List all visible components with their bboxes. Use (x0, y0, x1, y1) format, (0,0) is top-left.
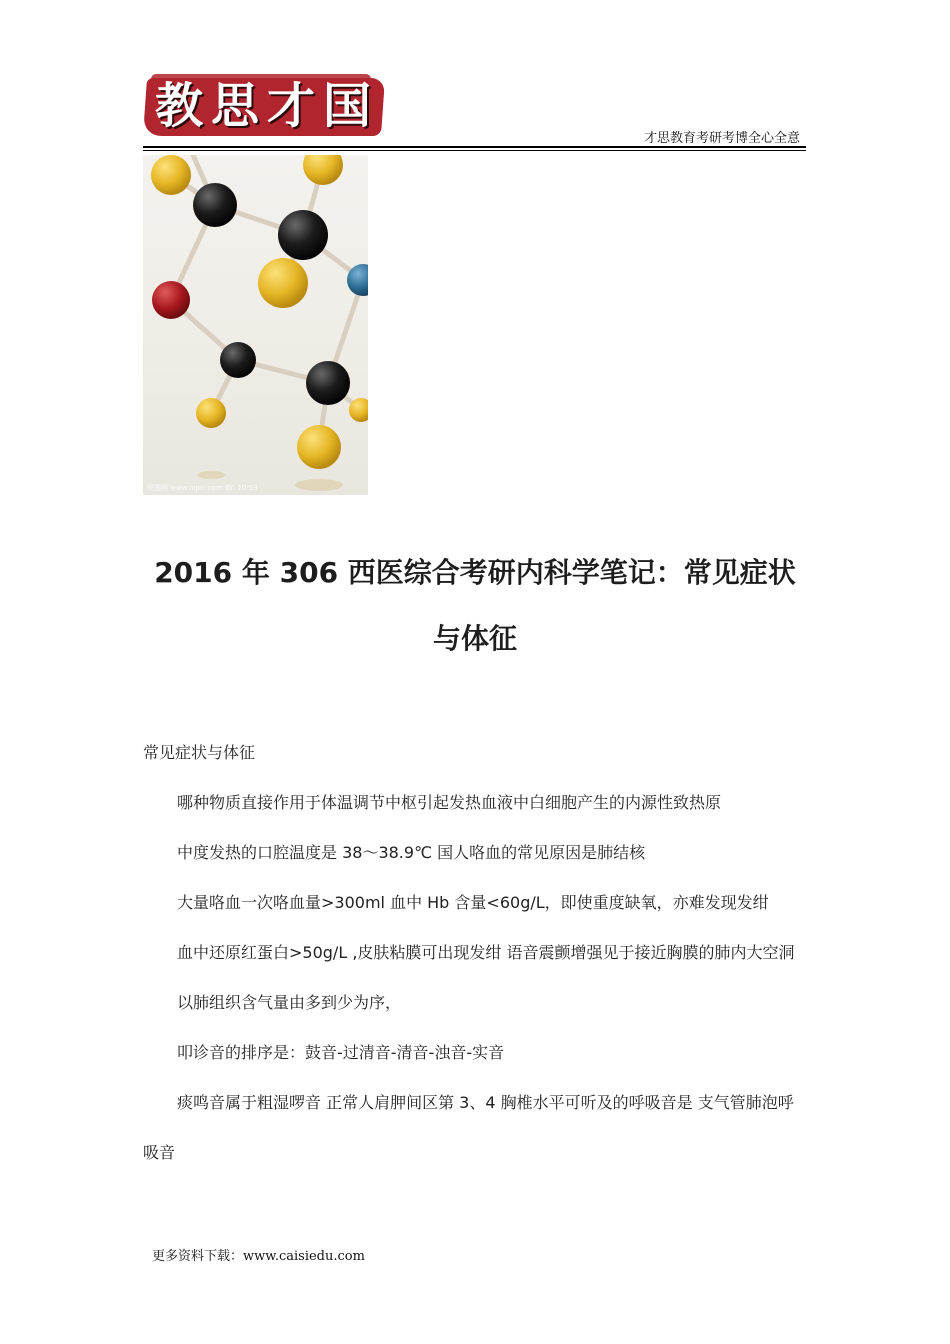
paragraph: 大量咯血一次咯血量>300ml 血中 Hb 含量<60g/L，即使重度缺氧，亦难发现发绀 (177, 893, 769, 912)
header-rule-thin (143, 150, 806, 151)
footer-download-link[interactable]: 更多资料下载：www.caisiedu.com (152, 1249, 365, 1264)
document-body (143, 728, 807, 1178)
logo-text: 教思才国 (155, 78, 380, 134)
paragraph: 血中还原红蛋白>50g/L ,皮肤粘膜可出现发绀 语音震颤增强见于接近胸膜的肺内大空洞 (177, 943, 795, 962)
molecule-illustration (143, 155, 368, 495)
paragraph: 以肺组织含气量由多到少为序， (177, 993, 402, 1012)
logo (145, 74, 383, 138)
photo-watermark: 昵图网 www.nipic.com BY: 10:53 (147, 484, 258, 492)
molecule-photo (143, 155, 368, 495)
header-rule-thick (143, 146, 806, 148)
molecule-atoms (151, 155, 368, 469)
document-title: 2016 年 306 西医综合考研内科学笔记：常见症状与体征 (154, 556, 796, 655)
header-slogan: 才思教育考研考博全心全意 (643, 131, 800, 146)
paragraph: 叩诊音的排序是：鼓音-过清音-清音-浊音-实音 (177, 1043, 505, 1062)
section-heading: 常见症状与体征 (143, 743, 256, 762)
paragraph: 中度发热的口腔温度是 38～38.9℃ 国人咯血的常见原因是肺结核 (177, 843, 646, 862)
paragraph: 痰鸣音属于粗湿啰音 正常人肩胛间区第 3、4 胸椎水平可听及的呼吸音是 支气管肺泡呼吸音 (143, 1093, 794, 1162)
paragraph: 哪种物质直接作用于体温调节中枢引起发热血液中白细胞产生的内源性致热原 (177, 793, 722, 812)
